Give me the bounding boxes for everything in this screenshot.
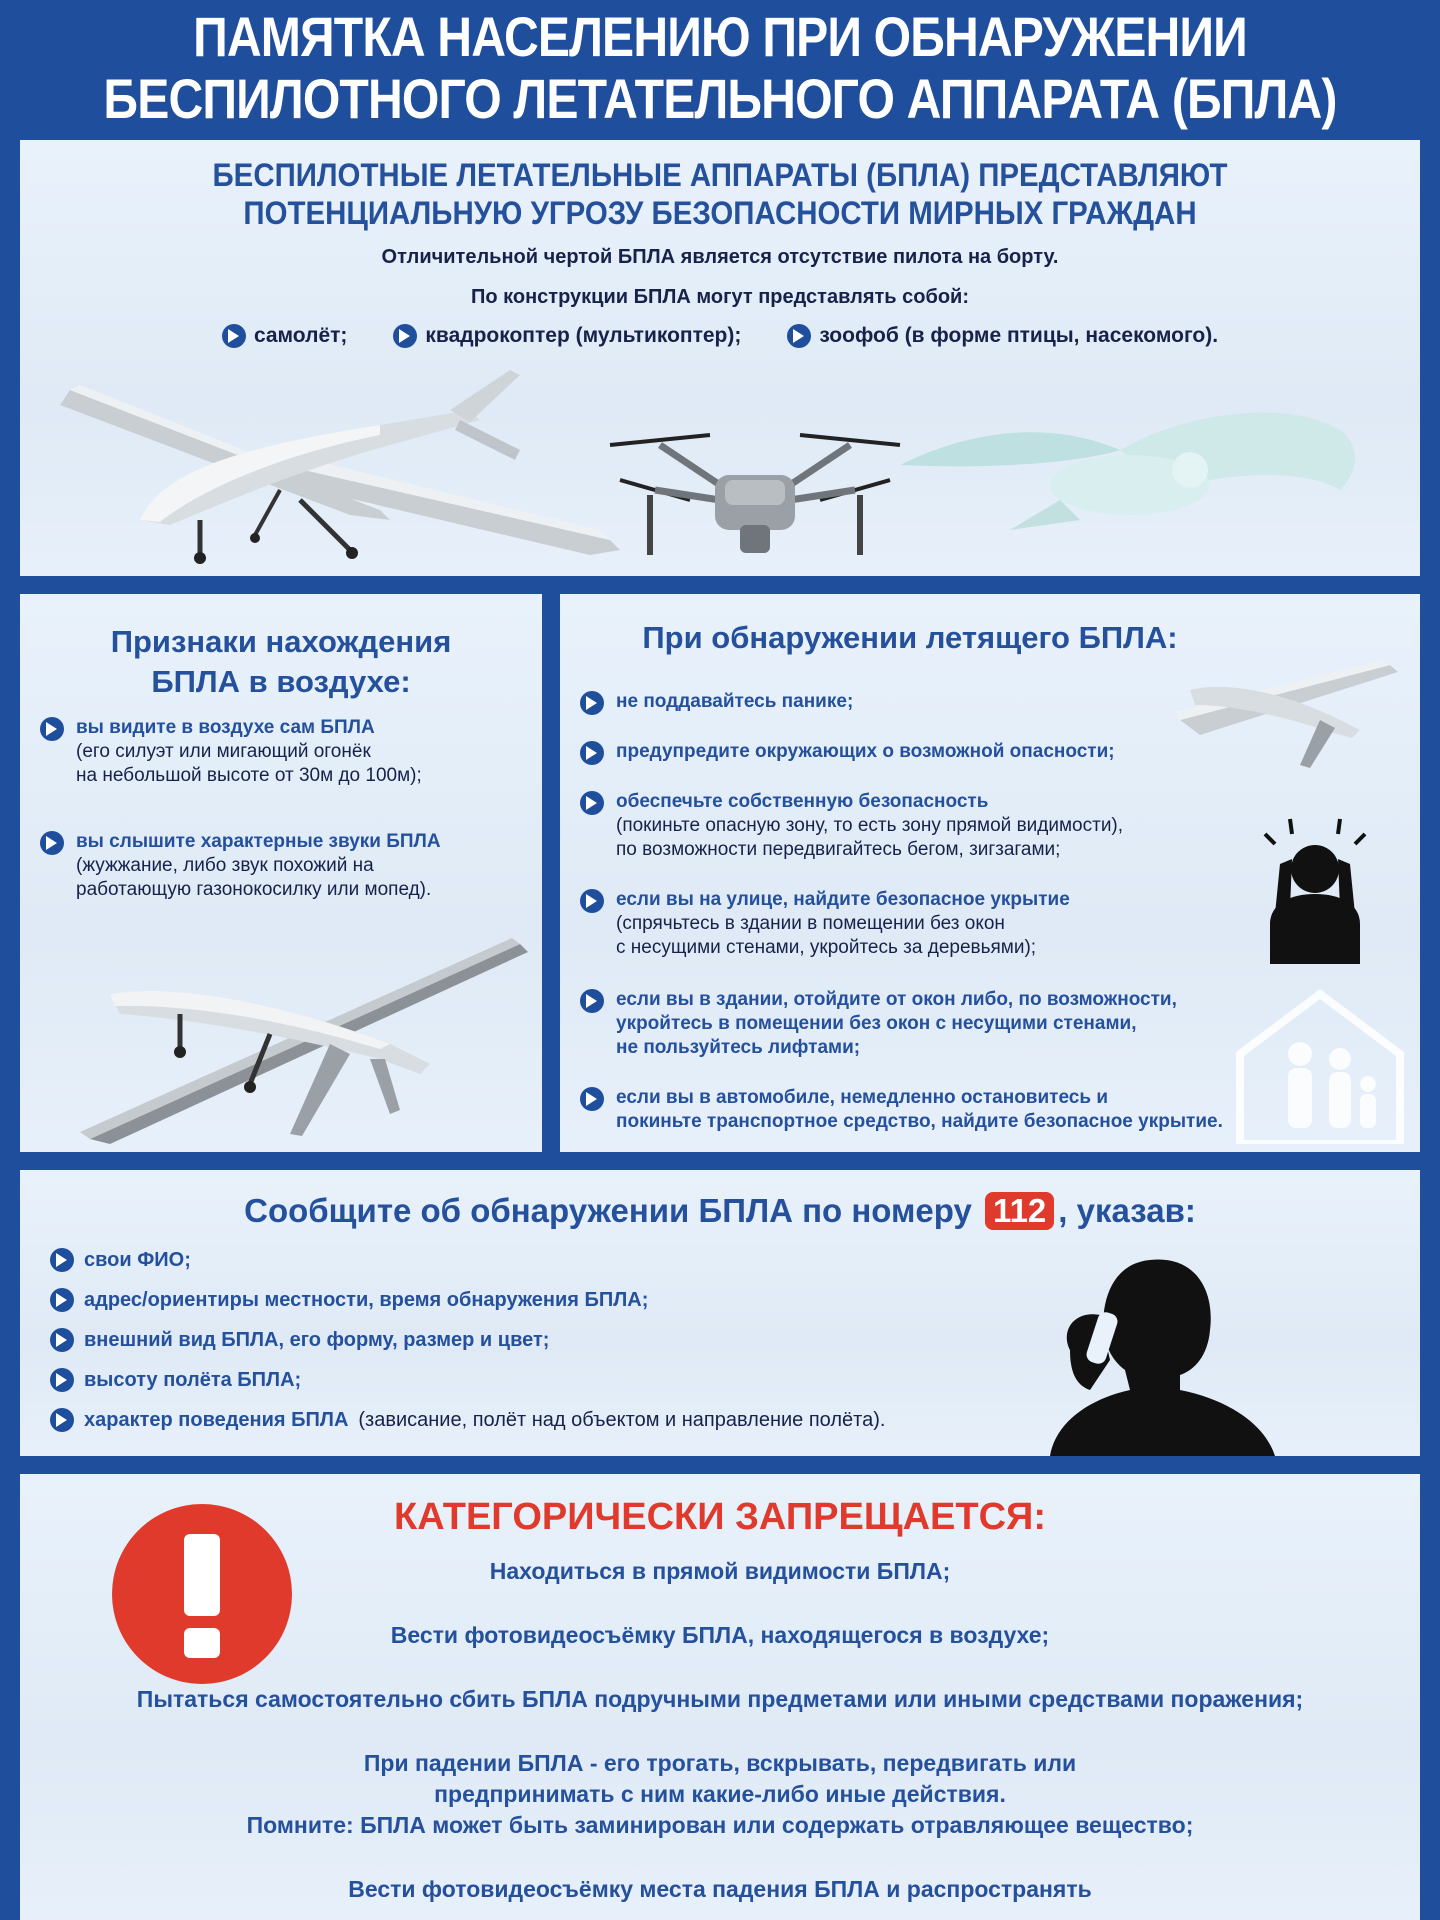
report-panel (20, 1170, 1420, 1456)
sign-item-bold: вы слышите характерные звуки БПЛА (76, 831, 441, 852)
detection-item (580, 988, 1177, 1060)
report-item (50, 1248, 191, 1272)
report-title-suffix: , указав: (1058, 1192, 1196, 1229)
detection-item (580, 888, 1070, 960)
forbidden-line: При падении БПЛА - его трогать, вскрывать, передвигать или (363, 1750, 1077, 1776)
arrow-icon (580, 889, 604, 913)
report-item-detail: (зависание, полёт над объектом и направление полёта). (358, 1408, 886, 1431)
forbidden-title: КАТЕГОРИЧЕСКИ ЗАПРЕЩАЕТСЯ: (394, 1496, 1046, 1538)
drone-type-item (222, 324, 347, 348)
panic-person-icon (1250, 814, 1380, 964)
sign-item-detail: работающую газонокосилку или мопед). (76, 879, 432, 900)
detection-item-bold: покиньте транспортное средство, найдите безопасное укрытие. (616, 1111, 1223, 1132)
sign-item-detail: (его силуэт или мигающий огонёк (76, 741, 371, 762)
report-title (20, 1192, 1420, 1230)
report-item-text: внешний вид БПЛА, его форму, размер и цвет; (84, 1328, 550, 1351)
detection-item-text (616, 988, 1177, 1060)
forbidden-line: Находиться в прямой видимости БПЛА; (489, 1558, 951, 1584)
detection-item-bold: если вы в автомобиле, немедленно остановитесь и (616, 1087, 1108, 1108)
header-line-2: БЕСПИЛОТНОГО ЛЕТАТЕЛЬНОГО АППАРАТА (БПЛА) (103, 67, 1337, 130)
arrow-icon (222, 324, 246, 348)
detection-item-detail: по возможности передвигайтесь бегом, зигзагами; (616, 839, 1061, 860)
phone-caller-silhouette (1030, 1240, 1290, 1456)
signs-title (20, 622, 542, 702)
drone-type-label: квадрокоптер (мультикоптер); (425, 324, 742, 347)
report-item (50, 1408, 885, 1432)
arrow-icon (50, 1248, 74, 1272)
forbidden-line: Вести фотовидеосъёмку БПЛА, находящегося в воздухе; (390, 1622, 1050, 1648)
intro-title-line-1: БЕСПИЛОТНЫЕ ЛЕТАТЕЛЬНЫЕ АППАРАТЫ (БПЛА) ПРЕДСТАВЛЯЮТ (212, 157, 1228, 193)
report-title-text: Сообщите об обнаружении БПЛА по номеру (244, 1192, 972, 1229)
signs-title-line-2: БПЛА в воздухе: (151, 664, 411, 699)
arrow-icon (580, 691, 604, 715)
detection-item-text (616, 790, 1123, 862)
arrow-icon (393, 324, 417, 348)
sign-item-text (76, 830, 441, 902)
sign-item (40, 830, 441, 902)
family-shelter-icon (1230, 984, 1410, 1144)
detection-item-bold: обеспечьте собственную безопасность (616, 791, 989, 812)
arrow-icon (580, 741, 604, 765)
forbidden-line: предпринимать с ним какие-либо иные действия. (434, 1781, 1006, 1807)
arrow-icon (580, 791, 604, 815)
detection-item-detail: (покиньте опасную зону, то есть зону прямой видимости), (616, 815, 1124, 836)
detection-item (580, 790, 1123, 862)
report-item (50, 1288, 648, 1312)
detection-item-bold: предупредите окружающих о возможной опасности; (616, 741, 1115, 762)
signs-panel (20, 594, 542, 1152)
predator-drone-image (50, 924, 530, 1144)
report-item (50, 1368, 301, 1392)
drone-type-label: зоофоб (в форме птицы, насекомого). (819, 324, 1219, 347)
drone-types-list (20, 324, 1420, 348)
signs-title-line-1: Признаки нахождения (110, 624, 452, 659)
detection-item-text (616, 740, 1115, 764)
detection-item-text (616, 1086, 1223, 1134)
detection-item-bold: не поддавайтесь панике; (616, 691, 854, 712)
sign-item-bold: вы видите в воздухе сам БПЛА (76, 717, 375, 738)
report-item-text: свои ФИО; (84, 1248, 191, 1271)
report-item (50, 1328, 549, 1352)
sign-item (40, 716, 422, 788)
forbidden-line: Помните: БПЛА может быть заминирован или содержать отравляющее вещество; (246, 1812, 1194, 1838)
detection-item-text (616, 690, 853, 714)
detection-item-bold: укройтесь в помещении без окон с несущими стенами, (616, 1013, 1137, 1034)
detection-item-detail: (спрячьтесь в здании в помещении без окон (616, 913, 1005, 934)
drone-type-item (393, 324, 741, 348)
detection-item-bold: не пользуйтесь лифтами; (616, 1037, 861, 1058)
forbidden-line: Вести фотовидеосъёмку места падения БПЛА и распространять (348, 1876, 1092, 1902)
forbidden-panel (20, 1474, 1420, 1920)
airplane-drone-image (50, 350, 630, 570)
forbidden-line: Пытаться самостоятельно сбить БПЛА подручными предметами или иными средствами поражения; (136, 1686, 1304, 1712)
detection-title: При обнаружении летящего БПЛА: (642, 620, 1178, 655)
intro-feature-line: Отличительной чертой БПЛА является отсутствие пилота на борту. (381, 246, 1059, 268)
sign-item-text (76, 716, 422, 788)
arrow-icon (50, 1408, 74, 1432)
report-item-text: высоту полёта БПЛА; (84, 1368, 302, 1391)
sign-item-detail: (жужжание, либо звук похожий на (76, 855, 374, 876)
arrow-icon (50, 1328, 74, 1352)
arrow-icon (787, 324, 811, 348)
report-item-text: характер поведения БПЛА (84, 1408, 349, 1431)
small-drone-image (1170, 660, 1400, 775)
detection-item (580, 740, 1115, 765)
detection-item (580, 690, 853, 715)
quadcopter-image (600, 425, 910, 565)
intro-construction-line: По конструкции БПЛА могут представлять собой: (470, 286, 970, 308)
detection-item-detail: с несущими стенами, укройтесь за деревьями); (616, 937, 1037, 958)
arrow-icon (40, 717, 64, 741)
intro-title-line-2: ПОТЕНЦИАЛЬНУЮ УГРОЗУ БЕЗОПАСНОСТИ МИРНЫХ ГРАЖДАН (243, 195, 1197, 231)
detection-item-bold: если вы на улице, найдите безопасное укрытие (616, 889, 1070, 910)
arrow-icon (580, 1087, 604, 1111)
detection-panel (560, 594, 1420, 1152)
sign-item-detail: на небольшой высоте от 30м до 100м); (76, 765, 422, 786)
report-item-text: адрес/ориентиры местности, время обнаружения БПЛА; (84, 1288, 649, 1311)
arrow-icon (580, 989, 604, 1013)
intro-title (20, 156, 1420, 232)
detection-item-text (616, 888, 1070, 960)
arrow-icon (50, 1368, 74, 1392)
arrow-icon (50, 1288, 74, 1312)
bird-drone-image (890, 390, 1380, 560)
emergency-number-badge: 112 (985, 1192, 1054, 1230)
header-line-1: ПАМЯТКА НАСЕЛЕНИЮ ПРИ ОБНАРУЖЕНИИ (193, 5, 1247, 68)
drone-type-label: самолёт; (253, 324, 348, 347)
drone-type-item (787, 324, 1218, 348)
detection-item (580, 1086, 1223, 1134)
poster-header (0, 0, 1440, 140)
intro-panel (20, 140, 1420, 576)
detection-item-bold: если вы в здании, отойдите от окон либо, по возможности, (616, 989, 1177, 1010)
arrow-icon (40, 831, 64, 855)
